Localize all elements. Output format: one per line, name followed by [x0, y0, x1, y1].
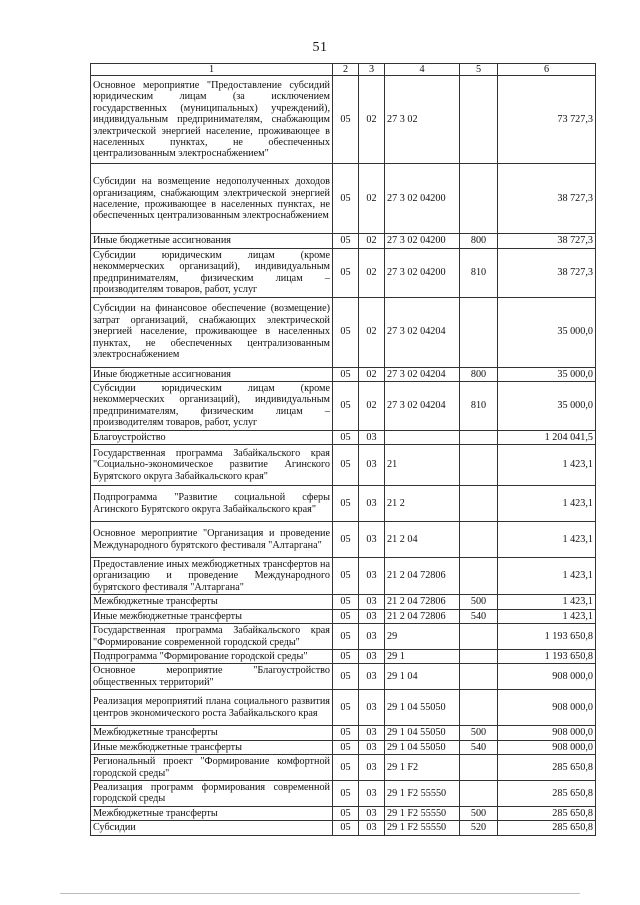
table-row: [91, 445, 596, 486]
row-expense-type: [460, 780, 498, 806]
table-row: [91, 248, 596, 297]
page-number: 51: [312, 40, 328, 55]
table-row: [91, 522, 596, 558]
table-row: [91, 690, 596, 726]
row-section: 05: [333, 821, 359, 835]
row-expense-type: [460, 624, 498, 650]
row-section: 05: [333, 755, 359, 781]
row-target-code: 21 2 04 72806: [385, 609, 460, 623]
row-name: Субсидии юридическим лицам (кроме некоммерческих организаций), индивидуальным предпринимателям, физическим лицам – производителям товаров, работ, услуг: [91, 248, 333, 297]
row-subsection: 03: [359, 522, 385, 558]
row-amount: 35 000,0: [498, 381, 596, 430]
row-name: Государственная программа Забайкальского края "Социально-экономическое развитие Агинского Бурятского округа Забайкальского края": [91, 445, 333, 486]
row-section: 05: [333, 650, 359, 664]
row-name: Основное мероприятие "Благоустройство общественных территорий": [91, 664, 333, 690]
row-name: Подпрограмма "Формирование городской среды": [91, 650, 333, 664]
row-name: Субсидии: [91, 821, 333, 835]
row-target-code: 21 2 04: [385, 522, 460, 558]
row-expense-type: [460, 76, 498, 164]
table-row: [91, 650, 596, 664]
row-amount: 35 000,0: [498, 297, 596, 367]
row-section: 05: [333, 164, 359, 234]
table-row: [91, 664, 596, 690]
page-bottom-rule: [60, 893, 580, 894]
table-row: [91, 381, 596, 430]
row-subsection: 02: [359, 297, 385, 367]
row-amount: 38 727,3: [498, 248, 596, 297]
row-expense-type: 810: [460, 381, 498, 430]
row-subsection: 03: [359, 558, 385, 595]
header-cell-subsection: 3: [359, 64, 385, 76]
row-target-code: 27 3 02 04204: [385, 381, 460, 430]
header-cell-amount: 6: [498, 64, 596, 76]
row-target-code: 21 2 04 72806: [385, 558, 460, 595]
table-row: [91, 297, 596, 367]
row-amount: 285 650,8: [498, 755, 596, 781]
row-section: 05: [333, 690, 359, 726]
table-row: [91, 755, 596, 781]
row-target-code: 29 1 F2 55550: [385, 780, 460, 806]
row-section: 05: [333, 248, 359, 297]
row-expense-type: 800: [460, 367, 498, 381]
row-section: 05: [333, 486, 359, 522]
row-section: 05: [333, 297, 359, 367]
row-name: Реализация мероприятий плана социального развития центров экономического роста Забайкальского края: [91, 690, 333, 726]
row-subsection: 02: [359, 76, 385, 164]
table-row: [91, 609, 596, 623]
row-section: 05: [333, 558, 359, 595]
row-target-code: 29 1 F2 55550: [385, 821, 460, 835]
row-target-code: 29 1 04 55050: [385, 740, 460, 754]
row-name: Региональный проект "Формирование комфортной городской среды": [91, 755, 333, 781]
row-subsection: 03: [359, 609, 385, 623]
table-row: [91, 624, 596, 650]
row-expense-type: [460, 522, 498, 558]
row-amount: 908 000,0: [498, 726, 596, 740]
table-row: [91, 234, 596, 248]
row-expense-type: 540: [460, 609, 498, 623]
row-target-code: 27 3 02 04204: [385, 297, 460, 367]
row-section: 05: [333, 664, 359, 690]
row-subsection: 02: [359, 234, 385, 248]
row-expense-type: [460, 486, 498, 522]
row-subsection: 02: [359, 381, 385, 430]
row-section: 05: [333, 430, 359, 444]
row-section: 05: [333, 522, 359, 558]
row-amount: 38 727,3: [498, 234, 596, 248]
table-row: [91, 430, 596, 444]
table-row: [91, 558, 596, 595]
row-expense-type: [460, 664, 498, 690]
row-name: Государственная программа Забайкальского края "Формирование современной городской среды": [91, 624, 333, 650]
row-target-code: 27 3 02 04200: [385, 248, 460, 297]
row-amount: 908 000,0: [498, 664, 596, 690]
row-amount: 1 204 041,5: [498, 430, 596, 444]
row-section: 05: [333, 726, 359, 740]
header-cell-expense-type: 5: [460, 64, 498, 76]
table-row: [91, 76, 596, 164]
row-expense-type: [460, 164, 498, 234]
row-amount: 908 000,0: [498, 690, 596, 726]
row-amount: 285 650,8: [498, 780, 596, 806]
row-amount: 1 193 650,8: [498, 624, 596, 650]
row-section: 05: [333, 740, 359, 754]
row-amount: 285 650,8: [498, 806, 596, 820]
row-subsection: 02: [359, 367, 385, 381]
table-row: [91, 821, 596, 835]
row-target-code: 27 3 02 04200: [385, 164, 460, 234]
row-section: 05: [333, 609, 359, 623]
table-header-row: [91, 64, 596, 76]
row-subsection: 03: [359, 486, 385, 522]
row-target-code: 21 2: [385, 486, 460, 522]
row-expense-type: [460, 297, 498, 367]
row-section: 05: [333, 381, 359, 430]
row-subsection: 02: [359, 164, 385, 234]
row-subsection: 03: [359, 624, 385, 650]
row-expense-type: 810: [460, 248, 498, 297]
row-section: 05: [333, 445, 359, 486]
row-target-code: 29 1 04 55050: [385, 690, 460, 726]
row-section: 05: [333, 806, 359, 820]
row-amount: 285 650,8: [498, 821, 596, 835]
row-expense-type: 800: [460, 234, 498, 248]
row-section: 05: [333, 367, 359, 381]
row-amount: 1 423,1: [498, 609, 596, 623]
row-subsection: 03: [359, 821, 385, 835]
table-row: [91, 486, 596, 522]
row-target-code: 21: [385, 445, 460, 486]
row-expense-type: 520: [460, 821, 498, 835]
row-name: Основное мероприятие "Предоставление субсидий юридическим лицам (за исключением государственных (муниципальных) учреждений), индивидуальным предпринимателям, снабжающим электрической энергией население, проживающее в населенных пунктах, не обеспеченных централизованным электроснабжением": [91, 76, 333, 164]
row-target-code: 27 3 02 04200: [385, 234, 460, 248]
row-section: 05: [333, 780, 359, 806]
row-section: 05: [333, 595, 359, 609]
row-expense-type: [460, 430, 498, 444]
row-subsection: 03: [359, 650, 385, 664]
table-row: [91, 740, 596, 754]
row-amount: 1 423,1: [498, 445, 596, 486]
table-row: [91, 164, 596, 234]
row-section: 05: [333, 234, 359, 248]
row-expense-type: [460, 445, 498, 486]
row-expense-type: [460, 558, 498, 595]
row-target-code: 29 1 F2 55550: [385, 806, 460, 820]
header-cell-section: 2: [333, 64, 359, 76]
row-amount: 1 423,1: [498, 558, 596, 595]
row-subsection: 03: [359, 595, 385, 609]
row-target-code: 21 2 04 72806: [385, 595, 460, 609]
row-expense-type: [460, 755, 498, 781]
table-row: [91, 806, 596, 820]
row-section: 05: [333, 76, 359, 164]
row-target-code: 29 1 F2: [385, 755, 460, 781]
row-expense-type: 500: [460, 726, 498, 740]
row-subsection: 03: [359, 780, 385, 806]
table-row: [91, 780, 596, 806]
row-amount: 1 423,1: [498, 522, 596, 558]
row-subsection: 02: [359, 248, 385, 297]
row-subsection: 03: [359, 445, 385, 486]
table-row: [91, 726, 596, 740]
row-subsection: 03: [359, 664, 385, 690]
row-name: Межбюджетные трансферты: [91, 806, 333, 820]
row-subsection: 03: [359, 806, 385, 820]
row-expense-type: [460, 690, 498, 726]
row-name: Реализация программ формирования современной городской среды: [91, 780, 333, 806]
row-name: Субсидии на финансовое обеспечение (возмещение) затрат организаций, снабжающих электрической энергией население, проживающее в населенных пунктах, не обеспеченных централизованным электроснабжением: [91, 297, 333, 367]
row-name: Иные межбюджетные трансферты: [91, 740, 333, 754]
row-name: Благоустройство: [91, 430, 333, 444]
row-target-code: 27 3 02: [385, 76, 460, 164]
row-subsection: 03: [359, 726, 385, 740]
row-name: Субсидии юридическим лицам (кроме некоммерческих организаций), индивидуальным предпринимателям, физическим лицам – производителям товаров, работ, услуг: [91, 381, 333, 430]
row-name: Субсидии на возмещение недополученных доходов организациям, снабжающим электрической энергией население, проживающее в населенных пунктах, не обеспеченных централизованным электроснабжением: [91, 164, 333, 234]
row-target-code: [385, 430, 460, 444]
table-row: [91, 367, 596, 381]
row-target-code: 29: [385, 624, 460, 650]
row-subsection: 03: [359, 755, 385, 781]
row-amount: 35 000,0: [498, 367, 596, 381]
row-expense-type: 540: [460, 740, 498, 754]
row-subsection: 03: [359, 740, 385, 754]
header-cell-target-code: 4: [385, 64, 460, 76]
row-name: Иные бюджетные ассигнования: [91, 367, 333, 381]
header-cell-name: 1: [91, 64, 333, 76]
row-name: Предоставление иных межбюджетных трансфертов на организацию и проведение Международного бурятского фестиваля "Алтаргана": [91, 558, 333, 595]
table-row: [91, 595, 596, 609]
row-amount: 73 727,3: [498, 76, 596, 164]
row-name: Иные бюджетные ассигнования: [91, 234, 333, 248]
row-expense-type: 500: [460, 595, 498, 609]
row-name: Основное мероприятие "Организация и проведение Международного бурятского фестиваля "Алтаргана": [91, 522, 333, 558]
row-name: Межбюджетные трансферты: [91, 595, 333, 609]
row-name: Подпрограмма "Развитие социальной сферы Агинского Бурятского округа Забайкальского края": [91, 486, 333, 522]
row-target-code: 29 1 04 55050: [385, 726, 460, 740]
row-name: Межбюджетные трансферты: [91, 726, 333, 740]
row-target-code: 27 3 02 04204: [385, 367, 460, 381]
row-subsection: 03: [359, 430, 385, 444]
row-amount: 38 727,3: [498, 164, 596, 234]
row-amount: 908 000,0: [498, 740, 596, 754]
row-amount: 1 193 650,8: [498, 650, 596, 664]
row-expense-type: 500: [460, 806, 498, 820]
row-amount: 1 423,1: [498, 486, 596, 522]
row-expense-type: [460, 650, 498, 664]
row-target-code: 29 1 04: [385, 664, 460, 690]
row-subsection: 03: [359, 690, 385, 726]
row-target-code: 29 1: [385, 650, 460, 664]
row-section: 05: [333, 624, 359, 650]
row-name: Иные межбюджетные трансферты: [91, 609, 333, 623]
row-amount: 1 423,1: [498, 595, 596, 609]
budget-table: [90, 63, 596, 836]
